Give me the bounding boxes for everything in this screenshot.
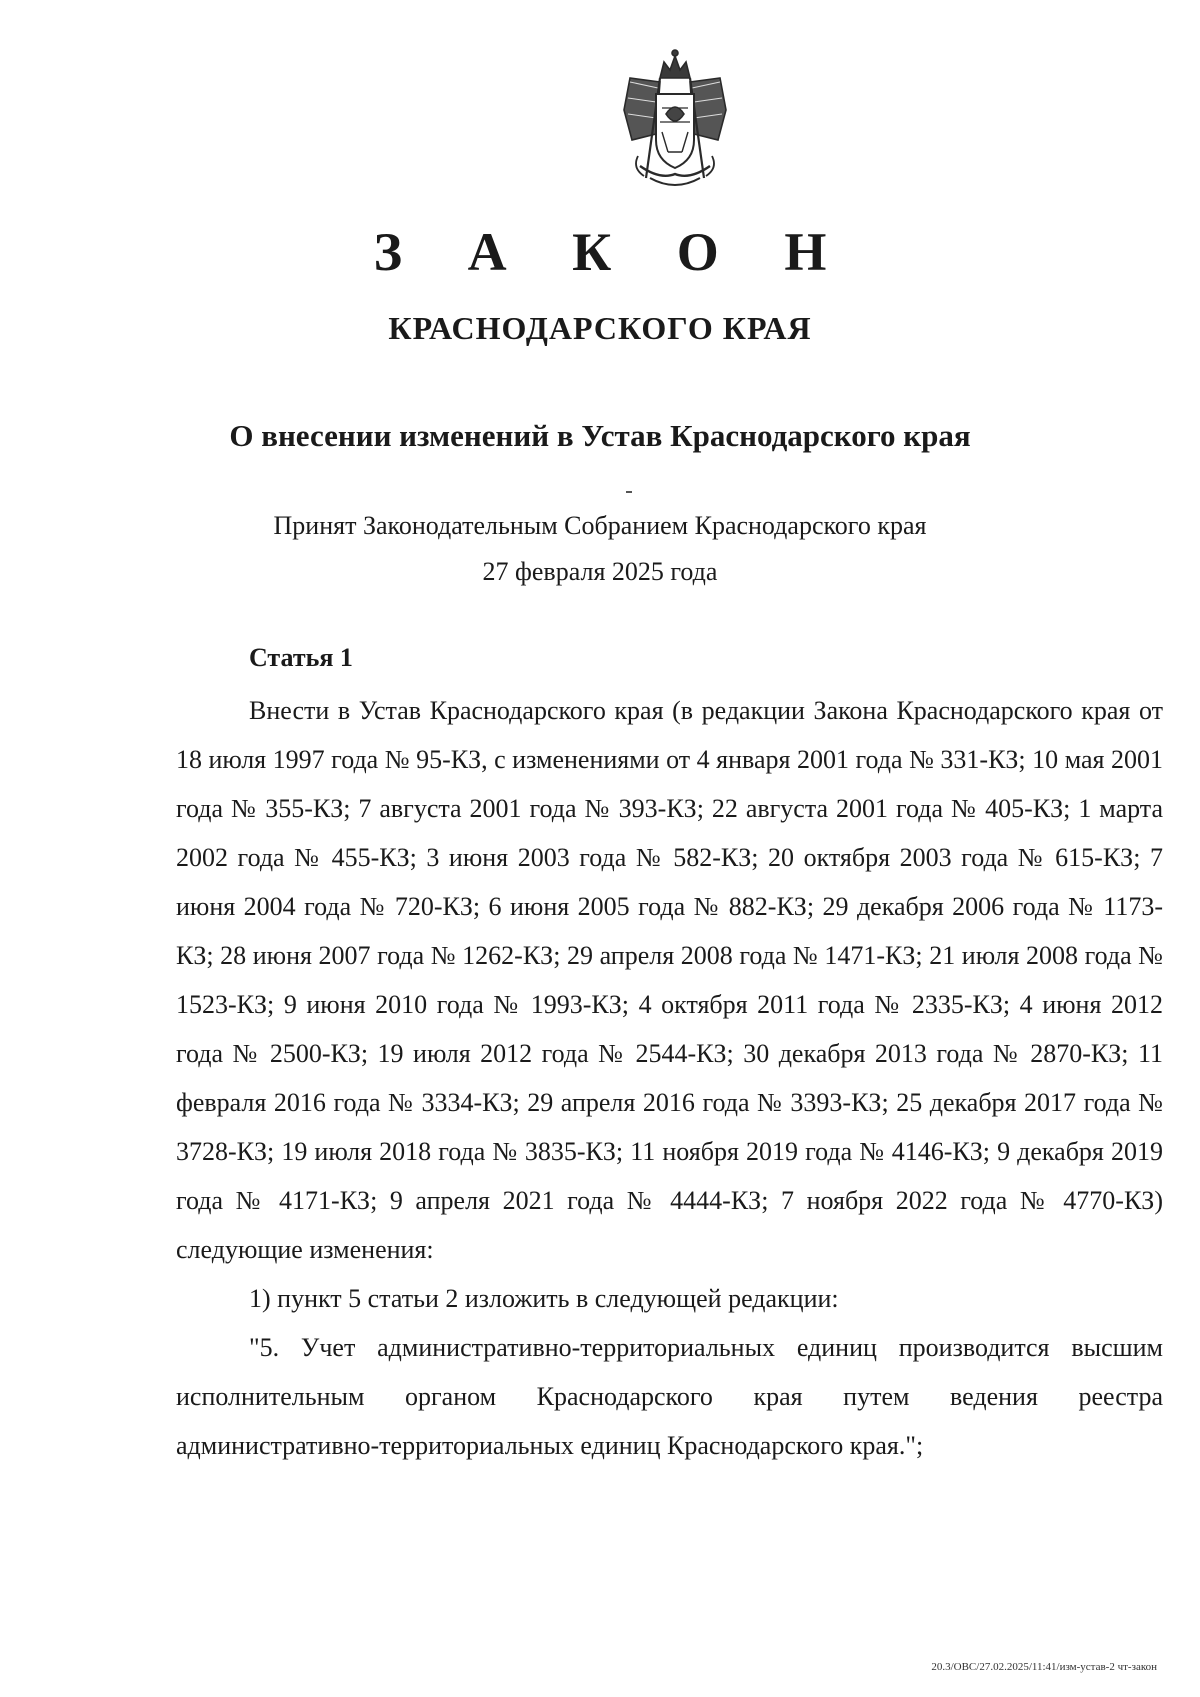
article-heading: Статья 1 bbox=[249, 643, 353, 672]
law-subject: О внесении изменений в Устав Краснодарского края bbox=[229, 418, 971, 453]
paragraph-amendments-list: Внести в Устав Краснодарского края (в редакции Закона Краснодарского края от 18 июля 1997 года № 95-КЗ, с изменениями от 4 января 2001 года № 331-КЗ; 10 мая 2001 года № 355-КЗ; 7 августа 2001 года № 393-КЗ; 22 августа 2001 года № 405-КЗ; 1 марта 2002 года № 455-КЗ; 3 июня 2003 года № 582-КЗ; 20 октября 2003 года № 615-КЗ; 7 июня 2004 года № 720-КЗ; 6 июня 2005 года № 882-КЗ; 29 декабря 2006 года № 1173-КЗ; 28 июня 2007 года № 1262-КЗ; 29 апреля 2008 года № 1471-КЗ; 21 июля 2008 года № 1523-КЗ; 9 июня 2010 года № 1993-КЗ; 4 октября 2011 года № 2335-КЗ; 4 июня 2012 года № 2500-КЗ; 19 июля 2012 года № 2544-КЗ; 30 декабря 2013 года № 2870-КЗ; 11 февраля 2016 года № 3334-КЗ; 29 апреля 2016 года № 3393-КЗ; 25 декабря 2017 года № 3728-КЗ; 19 июля 2018 года № 3835-КЗ; 11 ноября 2019 года № 4146-КЗ; 9 декабря 2019 года № 4171-КЗ; 9 апреля 2021 года № 4444-КЗ; 7 ноября 2022 года № 4770-КЗ) следующие изменения: bbox=[176, 696, 1163, 1264]
article-body bbox=[176, 686, 1163, 1470]
adoption-note bbox=[0, 503, 1200, 595]
dash-mark bbox=[626, 491, 632, 493]
adoption-body: Принят Законодательным Собранием Краснодарского края bbox=[273, 511, 927, 540]
paragraph-item-1: 1) пункт 5 статьи 2 изложить в следующей редакции: bbox=[249, 1284, 839, 1313]
region-title: КРАСНОДАРСКОГО КРАЯ bbox=[388, 310, 812, 346]
adoption-date: 27 февраля 2025 года bbox=[482, 557, 718, 586]
document-title: З А К О Н bbox=[373, 222, 853, 282]
footer-code: 20.3/ОВС/27.02.2025/11:41/изм-устав-2 чт-закон bbox=[931, 1661, 1157, 1673]
paragraph-new-wording: "5. Учет административно-территориальных единиц производится высшим исполнительным органом Краснодарского края путем ведения реестра административно-территориальных единиц Краснодарского края."; bbox=[176, 1333, 1163, 1460]
coat-of-arms-icon bbox=[610, 48, 740, 198]
